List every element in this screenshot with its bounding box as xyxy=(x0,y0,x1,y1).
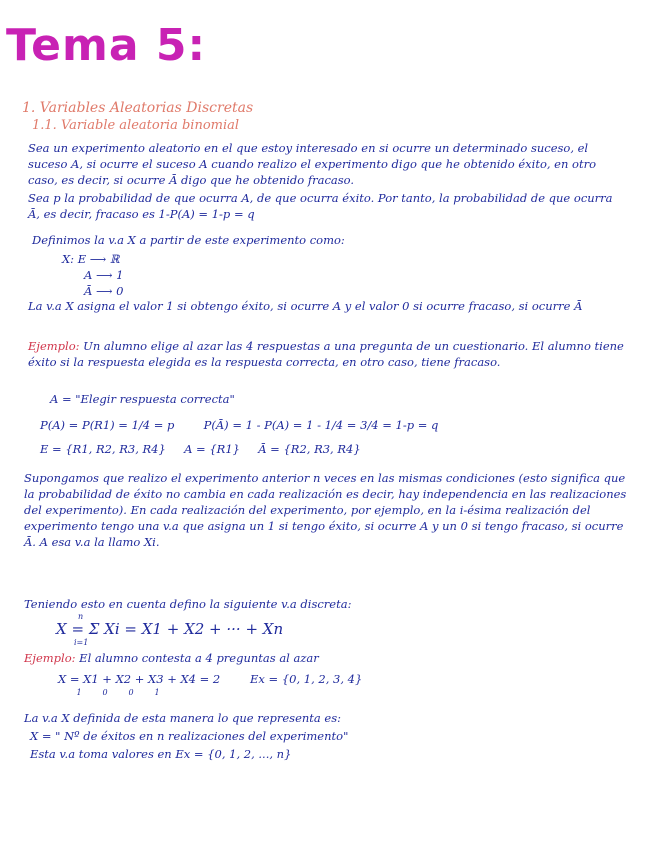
example-label: Ejemplo: xyxy=(24,651,76,665)
paragraph-values: Esta v.a toma valores en Ex = {0, 1, 2, ..., n} xyxy=(30,747,292,761)
example-2-equation: X = X1 + X2 + X3 + X4 = 2 xyxy=(58,672,221,686)
subsection-heading: 1.1. Variable aleatoria binomial xyxy=(32,118,240,133)
x3-value: 0 xyxy=(128,688,134,697)
example-1-sets: E = {R1, R2, R3, R4} A = {R1} Ā = {R2, R3, R4} xyxy=(40,442,361,456)
x4-value: 1 xyxy=(154,688,160,697)
example-1 xyxy=(28,338,628,370)
paragraph-experiment: Sea un experimento aleatorio en el que estoy interesado en si ocurre un determinado suceso, el suceso A, si ocurre el suceso A cuando realizo el experimento digo que he obtenido éxito, en otro caso, es decir, si ocurre Ā digo que he obtenido fracaso. xyxy=(28,141,597,187)
x2-value: 0 xyxy=(102,688,108,697)
sum-upper-limit: n xyxy=(78,612,84,621)
sum-formula: X = Σ Xi = X1 + X2 + ··· + Xn xyxy=(56,620,284,638)
x1-value: 1 xyxy=(76,688,82,697)
paragraph-definition: X = " Nº de éxitos en n realizaciones del experimento" xyxy=(30,729,349,743)
map-line-1: X: E ⟶ ℝ xyxy=(62,252,120,266)
example-2-range: Ex = {0, 1, 2, 3, 4} xyxy=(250,672,363,686)
example-1-probabilities: P(A) = P(R1) = 1/4 = p P(Ā) = 1 - P(A) = 1 - 1/4 = 3/4 = 1-p = q xyxy=(40,418,439,432)
paragraph-probability: Sea p la probabilidad de que ocurra A, de que ocurra éxito. Por tanto, la probabilidad de que ocurra Ā, es decir, fracaso es 1-P(A) = 1-p = q xyxy=(28,191,613,221)
paragraph-define: Definimos la v.a X a partir de este experimento como: xyxy=(32,233,345,247)
example-label: Ejemplo: xyxy=(28,339,80,353)
paragraph-repetition: Supongamos que realizo el experimento anterior n veces en las mismas condiciones (esto significa que la probabilidad de éxito no cambia en cada realización es decir, hay independencia en las realizaciones del experimento). En cada realización del experimento, por ejemplo, en la i-ésima realización del experimento tengo una v.a que asigna un 1 si tengo éxito, si ocurre A y un 0 si tengo fracaso, si ocurre Ā. A esa v.a la llamo Xi. xyxy=(24,471,627,549)
example-2 xyxy=(24,650,624,666)
paragraph-represent: La v.a X definida de esta manera lo que representa es: xyxy=(24,711,342,725)
paragraph-define-sum: Teniendo esto en cuenta defino la siguiente v.a discreta: xyxy=(24,597,352,611)
example-text: Un alumno elige al azar las 4 respuestas a una pregunta de un cuestionario. El alumno tiene éxito si la respuesta elegida es la respuesta correcta, en otro caso, tiene fracaso. xyxy=(28,339,624,369)
page-title: Tema 5: xyxy=(6,20,207,71)
sum-lower-limit: i=1 xyxy=(74,638,89,647)
example-2-values xyxy=(72,688,164,697)
section-heading: 1. Variables Aleatorias Discretas xyxy=(22,100,254,116)
map-line-3: Ā ⟶ 0 xyxy=(84,284,124,298)
paragraph-assign: La v.a X asigna el valor 1 si obtengo éxito, si ocurre A y el valor 0 si ocurre fracaso, si ocurre Ā xyxy=(28,299,583,313)
example-1-event: A = "Elegir respuesta correcta" xyxy=(50,392,235,406)
example-text: El alumno contesta a 4 preguntas al azar xyxy=(79,651,319,665)
map-line-2: A ⟶ 1 xyxy=(84,268,124,282)
